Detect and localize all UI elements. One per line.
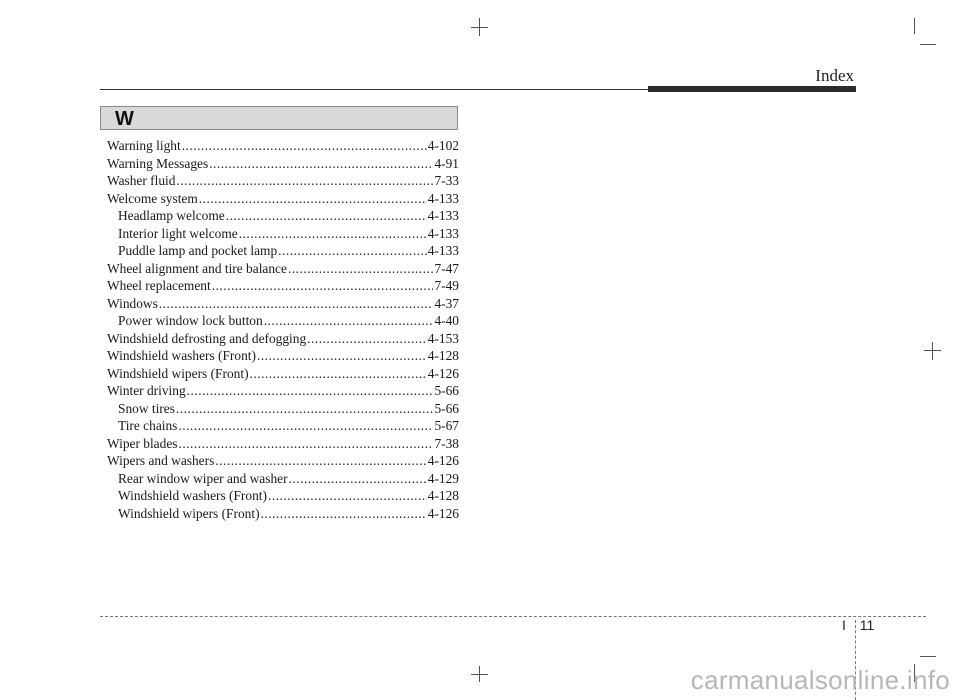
entry-leader-dots <box>264 312 434 330</box>
entry-label: Warning light <box>107 138 181 153</box>
entry-leader-dots <box>278 242 427 260</box>
entry-leader-dots <box>250 365 427 383</box>
index-subentry <box>107 242 459 260</box>
entry-page: 7-38 <box>434 435 459 451</box>
index-entries <box>107 137 459 522</box>
entry-leader-dots <box>176 400 434 418</box>
entry-page: 4-126 <box>427 505 459 521</box>
index-entry <box>107 365 459 383</box>
header-title: Index <box>815 66 854 85</box>
entry-page: 4-128 <box>427 348 459 363</box>
entry-leader-dots <box>176 172 433 190</box>
entry-leader-dots <box>307 330 427 348</box>
entry-label: Headlamp welcome <box>118 208 225 223</box>
crop-mark-top-center-h <box>471 27 488 28</box>
entry-page: 7-47 <box>434 260 459 276</box>
entry-leader-dots <box>261 505 427 523</box>
section-letter: W <box>115 108 134 130</box>
entry-label: Rear window wiper and washer <box>118 470 288 486</box>
page-number <box>842 617 874 633</box>
entry-label: Wheel replacement <box>107 278 211 293</box>
section-header <box>100 106 458 130</box>
entry-leader-dots <box>209 155 433 173</box>
entry-leader-dots <box>288 260 434 278</box>
header-rule-accent <box>648 86 856 92</box>
watermark: carmanualsonline.info <box>690 665 950 695</box>
index-subentry <box>107 417 459 435</box>
entry-page: 7-33 <box>434 173 459 188</box>
entry-label: Washer fluid <box>107 173 176 188</box>
entry-leader-dots <box>159 295 434 313</box>
entry-leader-dots <box>215 452 426 470</box>
entry-label: Windows <box>107 295 158 311</box>
entry-page: 4-128 <box>427 488 459 503</box>
entry-page: 4-126 <box>427 365 459 381</box>
entry-label: Welcome system <box>107 190 198 206</box>
index-entry <box>107 330 459 348</box>
index-subentry <box>107 505 459 523</box>
entry-leader-dots <box>178 435 433 453</box>
entry-label: Power window lock button <box>118 313 263 328</box>
crop-mark-bottom-center-h <box>471 674 488 675</box>
entry-page: 5-67 <box>434 418 459 433</box>
crop-mark-right-mid-h <box>924 350 941 351</box>
index-subentry <box>107 470 459 488</box>
index-subentry <box>107 400 459 418</box>
entry-page: 4-133 <box>427 225 459 241</box>
entry-page: 4-126 <box>427 453 459 468</box>
entry-label: Snow tires <box>118 400 175 416</box>
entry-label: Wipers and washers <box>107 453 215 468</box>
entry-leader-dots <box>178 417 433 435</box>
index-subentry <box>107 487 459 505</box>
entry-leader-dots <box>239 225 427 243</box>
entry-page: 7-49 <box>434 278 459 293</box>
header-rule <box>100 89 650 90</box>
entry-page: 4-153 <box>427 330 459 346</box>
entry-leader-dots <box>226 207 427 225</box>
entry-leader-dots <box>199 190 427 208</box>
index-entry <box>107 190 459 208</box>
index-entry <box>107 277 459 295</box>
entry-label: Windshield washers (Front) <box>118 488 267 503</box>
index-subentry <box>107 312 459 330</box>
entry-label: Warning Messages <box>107 155 209 171</box>
entry-label: Wiper blades <box>107 435 178 451</box>
entry-page: 5-66 <box>434 400 459 416</box>
page-number-value: 11 <box>859 617 875 633</box>
entry-label: Tire chains <box>118 418 178 433</box>
entry-leader-dots <box>182 137 427 155</box>
entry-page: 4-40 <box>434 313 459 328</box>
index-entry <box>107 137 459 155</box>
index-entry <box>107 295 459 313</box>
entry-leader-dots <box>257 347 427 365</box>
index-subentry <box>107 207 459 225</box>
index-entry <box>107 172 459 190</box>
crop-mark-right-mid-v <box>932 342 933 360</box>
index-subentry <box>107 225 459 243</box>
entry-leader-dots <box>212 277 434 295</box>
index-entry <box>107 435 459 453</box>
entry-leader-dots <box>268 487 427 505</box>
entry-label: Puddle lamp and pocket lamp <box>118 243 278 258</box>
crop-mark-top-right-v <box>914 18 915 34</box>
entry-label: Wheel alignment and tire balance <box>107 260 287 276</box>
entry-label: Windshield wipers (Front) <box>118 505 260 521</box>
entry-page: 4-133 <box>427 243 459 258</box>
entry-label: Windshield washers (Front) <box>107 348 256 363</box>
page-section-letter: I <box>842 617 846 633</box>
index-entry <box>107 452 459 470</box>
crop-mark-top-right-h <box>920 44 936 45</box>
index-entry <box>107 347 459 365</box>
entry-leader-dots <box>187 382 434 400</box>
index-entry <box>107 382 459 400</box>
index-entry <box>107 260 459 278</box>
entry-page: 5-66 <box>434 383 459 398</box>
footer-rule <box>100 616 926 617</box>
entry-label: Windshield wipers (Front) <box>107 365 249 381</box>
entry-leader-dots <box>289 470 427 488</box>
entry-page: 4-91 <box>434 155 459 171</box>
entry-page: 4-133 <box>427 190 459 206</box>
entry-page: 4-133 <box>427 208 459 223</box>
entry-label: Windshield defrosting and defogging <box>107 330 307 346</box>
crop-mark-bottom-right-h <box>920 656 936 657</box>
entry-label: Winter driving <box>107 383 186 398</box>
entry-page: 4-37 <box>434 295 459 311</box>
entry-page: 4-129 <box>427 470 459 486</box>
index-entry <box>107 155 459 173</box>
entry-page: 4-102 <box>427 138 459 153</box>
entry-label: Interior light welcome <box>118 225 238 241</box>
